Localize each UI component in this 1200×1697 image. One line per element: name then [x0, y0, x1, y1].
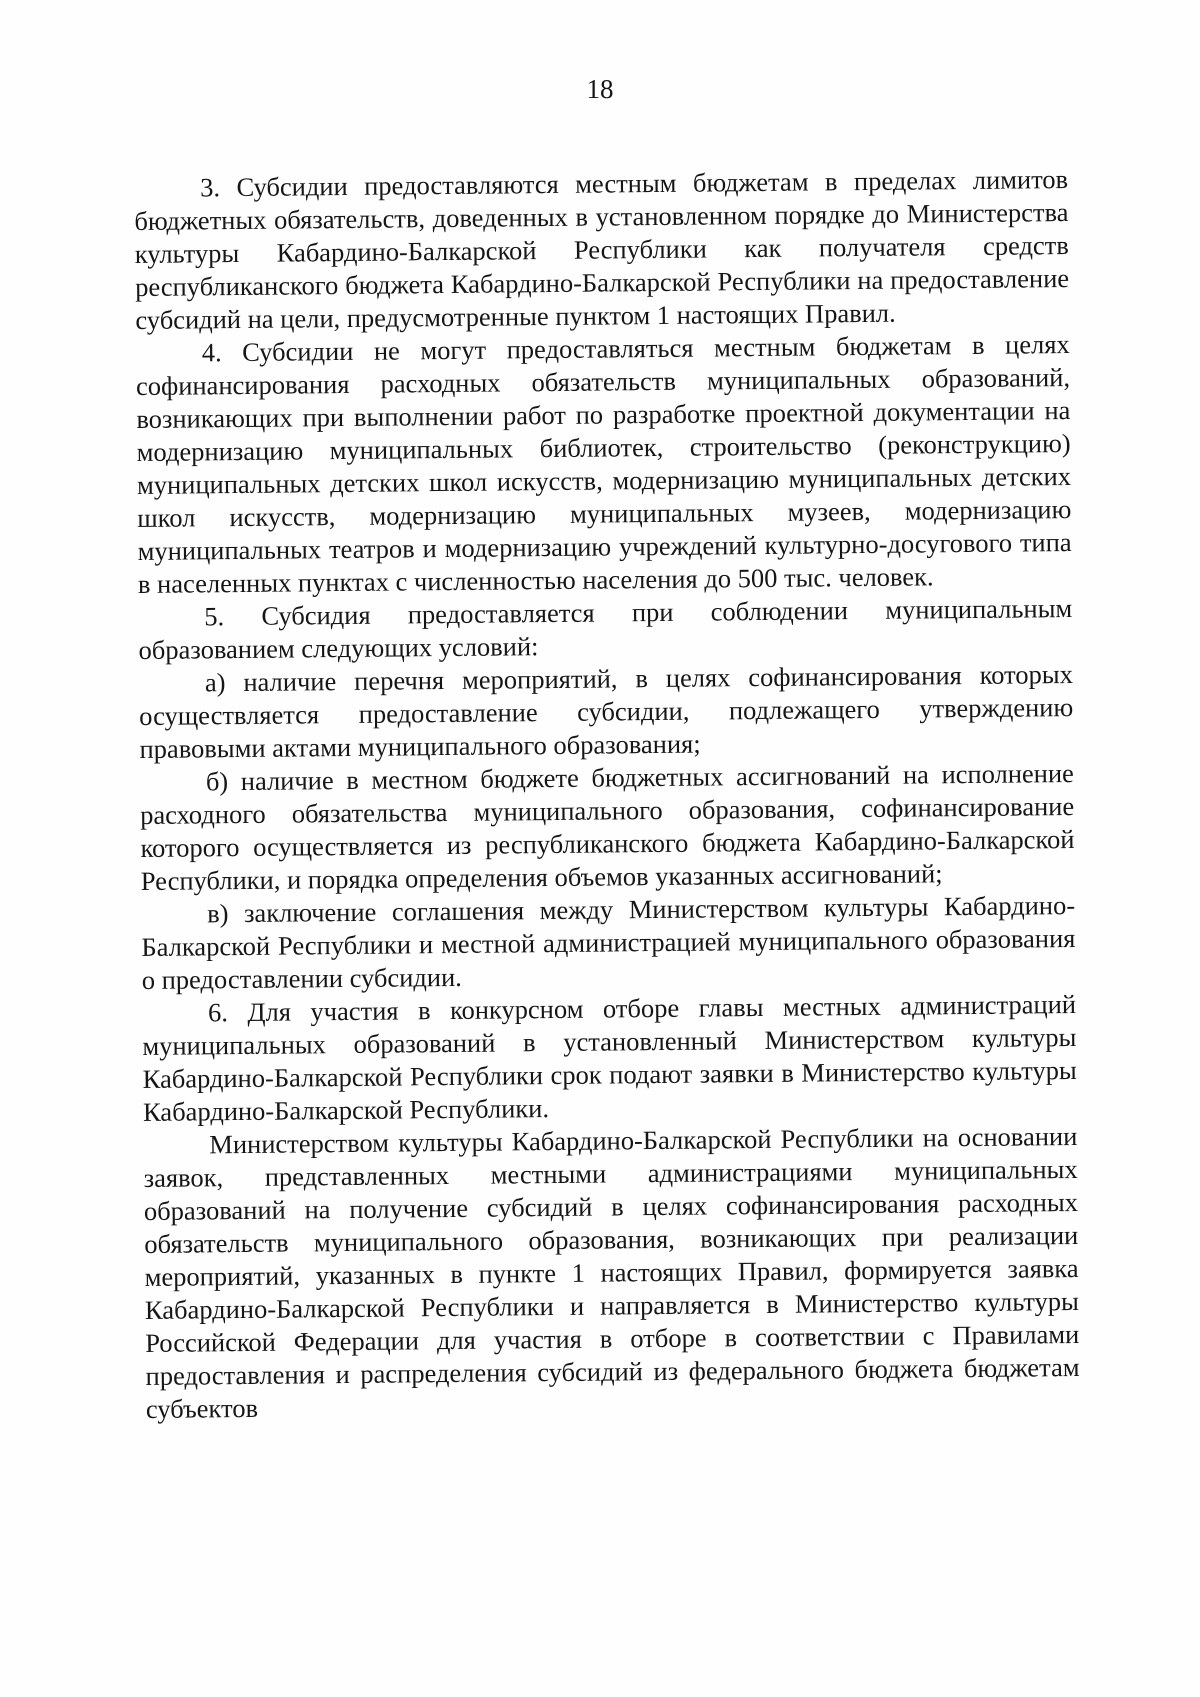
paragraph-ministry: Министерством культуры Кабардино-Балкарской Республики на основании заявок, представленных местными администрациями муниципальных образований на получение субсидий в целях софинансирования расходных обязательств муниципального образования, возникающих при реализации мероприятий, указанных в пункте 1 настоящих Правил, формируется заявка Кабардино-Балкарской Республики и направляется в Министерство культуры Российской Федерации для участия в отборе в соответствии с Правилами предоставления и распределения субсидий из федерального бюджета бюджетам субъектов [143, 1120, 1080, 1424]
document-body [134, 163, 1080, 1426]
paragraph-3: 3. Субсидии предоставляются местным бюджетам в пределах лимитов бюджетных обязательств, доведенных в установленном порядке до Министерства культуры Кабардино-Балкарской Республики как получателя средств республиканского бюджета Кабардино-Балкарской Республики на предоставление субсидий на цели, предусмотренные пунктом 1 настоящих Правил. [134, 164, 1070, 335]
paragraph-6: 6. Для участия в конкурсном отборе главы местных администраций муниципальных образований в установленный Министерством культуры Кабардино-Балкарской Республики срок подают заявки в Министерство культуры Кабардино-Балкарской Республики. [142, 988, 1077, 1127]
subparagraph-b: б) наличие в местном бюджете бюджетных ассигнований на исполнение расходного обязательства муниципального образования, софинансирование которого осуществляется из республиканского бюджета Кабардино-Балкарской Республики, и порядка определения объемов указанных ассигнований; [140, 758, 1075, 896]
paragraph-5: 5. Субсидия предоставляется при соблюдении муниципальным образованием следующих условий: [138, 593, 1073, 665]
subparagraph-a: а) наличие перечня мероприятий, в целях софинансирования которых осуществляется предоставление субсидии, подлежащего утверждению правовыми актами муниципального образования; [139, 659, 1074, 764]
subparagraph-v: в) заключение соглашения между Министерством культуры Кабардино-Балкарской Республики и местной администрацией муниципального образования о предоставлении субсидии. [141, 890, 1076, 995]
paragraph-4: 4. Субсидии не могут предоставляться местным бюджетам в целях софинансирования расходных обязательств муниципальных образований, возникающих при выполнении работ по разработке проектной документации на модернизацию муниципальных библиотек, строительство (реконструкцию) муниципальных детских школ искусств, модернизацию муниципальных детских школ искусств, модернизацию муниципальных музеев, модернизацию муниципальных театров и модернизацию учреждений культурно-досугового типа в населенных пунктах с численностью населения до 500 тыс. человек. [135, 329, 1072, 599]
page-number: 18 [586, 74, 614, 104]
